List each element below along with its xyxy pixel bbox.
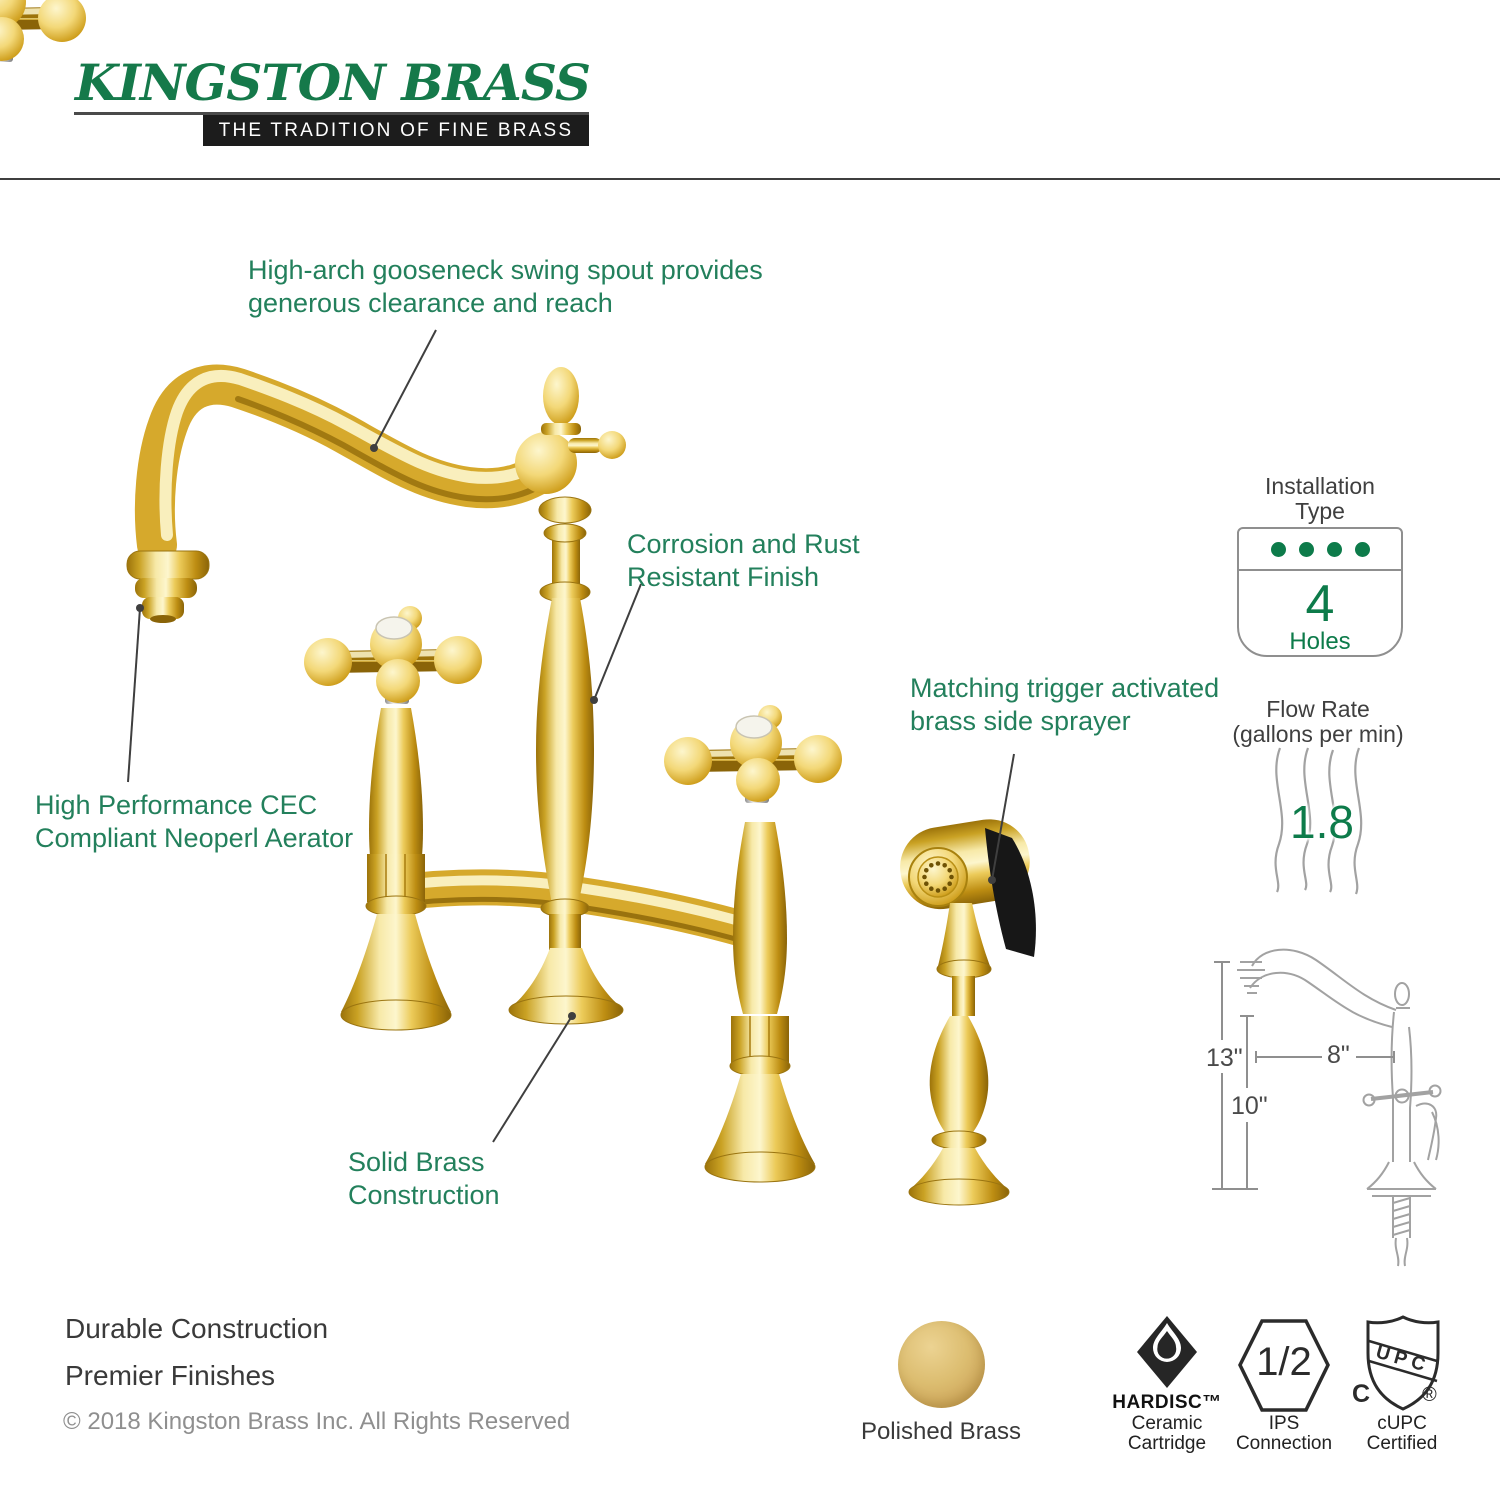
faucet-photo bbox=[127, 367, 1036, 1205]
dimension-spout-height: 10" bbox=[1228, 1092, 1271, 1121]
upc-band-text: UPC bbox=[1373, 1341, 1433, 1378]
brand-logo: KINGSTON BRASS bbox=[75, 53, 590, 112]
feature-finishes: Premier Finishes bbox=[65, 1360, 276, 1391]
finish-swatch-label: Polished Brass bbox=[860, 1418, 1022, 1445]
connection-label-line2: Connection bbox=[1235, 1433, 1333, 1454]
cupc-prefix: C bbox=[1352, 1380, 1371, 1408]
connection-label-line1: IPS bbox=[1268, 1413, 1300, 1434]
annotation-sprayer bbox=[910, 672, 1219, 738]
annotation-sprayer-line1: Matching trigger activated bbox=[910, 673, 1220, 703]
annotation-spout-line2: generous clearance and reach bbox=[248, 288, 613, 318]
installation-holes-icon bbox=[1237, 527, 1403, 657]
ceramic-cartridge-icon bbox=[1137, 1316, 1197, 1388]
annotation-aerator-line2: Compliant Neoperl Aerator bbox=[35, 823, 354, 853]
hole-dot bbox=[1299, 542, 1314, 557]
installation-title-line1: Installation bbox=[1265, 473, 1375, 499]
flow-rate-value: 1.8 bbox=[1290, 796, 1354, 848]
hole-dot bbox=[1355, 542, 1370, 557]
flow-rate-title-line1: Flow Rate bbox=[1266, 696, 1370, 722]
holes-count: 4 bbox=[1305, 575, 1335, 633]
annotation-spout bbox=[248, 254, 763, 320]
hole-dot bbox=[1327, 542, 1342, 557]
finish-swatch-polished-brass bbox=[898, 1321, 985, 1408]
gooseneck-spout bbox=[127, 376, 556, 623]
hole-dots bbox=[1239, 529, 1401, 571]
connection-size: 1/2 bbox=[1256, 1340, 1312, 1384]
annotation-finish-line2: Resistant Finish bbox=[627, 562, 820, 592]
annotation-construction-line1: Solid Brass bbox=[348, 1147, 485, 1177]
dimension-overall-height: 13" bbox=[1203, 1044, 1246, 1073]
brand-tagline: THE TRADITION OF FINE BRASS bbox=[203, 115, 589, 146]
copyright-text: © 2018 Kingston Brass Inc. All Rights Reserved bbox=[63, 1408, 571, 1435]
hole-dot bbox=[1271, 542, 1286, 557]
cartridge-brand: HARDISC™ bbox=[1112, 1392, 1222, 1413]
annotation-sprayer-line2: brass side sprayer bbox=[910, 706, 1131, 736]
annotation-construction-line2: Construction bbox=[348, 1180, 500, 1210]
installation-type-title bbox=[1230, 474, 1410, 524]
registered-mark: ® bbox=[1422, 1384, 1437, 1406]
cartridge-label-line1: Ceramic bbox=[1131, 1413, 1203, 1434]
dimension-spout-reach: 8" bbox=[1324, 1041, 1353, 1070]
annotation-spout-line1: High-arch gooseneck swing spout provides bbox=[248, 255, 763, 285]
flow-rate-title-line2: (gallons per min) bbox=[1232, 721, 1404, 747]
side-sprayer bbox=[894, 814, 1036, 1205]
holes-label: Holes bbox=[1289, 628, 1351, 655]
annotation-finish-line1: Corrosion and Rust bbox=[627, 529, 860, 559]
cold-handle bbox=[664, 705, 842, 803]
annotation-construction bbox=[348, 1146, 500, 1212]
installation-title-line2: Type bbox=[1295, 498, 1345, 524]
listed-label-line2: Certified bbox=[1366, 1433, 1438, 1454]
hot-handle bbox=[304, 606, 482, 704]
annotation-finish bbox=[627, 528, 860, 594]
annotation-aerator-line1: High Performance CEC bbox=[35, 790, 318, 820]
cartridge-label-line2: Cartridge bbox=[1127, 1433, 1207, 1454]
annotation-aerator bbox=[35, 789, 353, 855]
listed-label-line1: cUPC bbox=[1377, 1413, 1427, 1434]
flow-rate-title bbox=[1228, 697, 1408, 747]
header-divider bbox=[0, 178, 1500, 180]
feature-durable: Durable Construction bbox=[65, 1313, 329, 1344]
